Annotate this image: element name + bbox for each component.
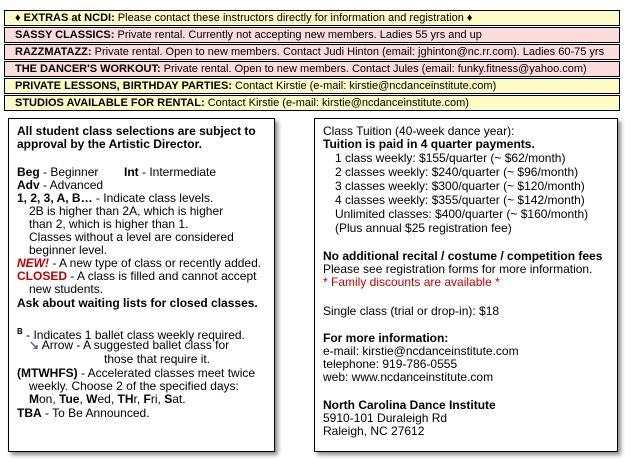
legend-intro-line2: approval by the Artistic Director. <box>17 137 202 151</box>
closed-code: CLOSED <box>17 269 68 283</box>
levels-line3: than 2, which is higher than 1. <box>29 217 189 231</box>
beg-text: - Beginner <box>39 165 99 179</box>
levels-line5: beginner level. <box>29 243 108 257</box>
org-name: North Carolina Dance Institute <box>323 398 496 412</box>
razzmatazz-row <box>4 44 620 60</box>
registration-fee: (Plus annual $25 registration fee) <box>335 221 512 235</box>
tuition-title: Class Tuition (40-week dance year): <box>323 124 515 138</box>
intermediate-line <box>124 166 216 179</box>
diamond-right-icon: ♦ <box>466 12 473 24</box>
arrow-icon: ↘ <box>29 338 40 352</box>
single-class-price: Single class (trial or drop-in): $18 <box>323 304 500 318</box>
private-lessons-label: PRIVATE LESSONS, BIRTHDAY PARTIES: <box>15 80 232 92</box>
tba-code: TBA <box>17 406 42 420</box>
day-mon-key: M <box>29 392 39 406</box>
new-text: - A new type of class or recently added. <box>49 256 262 270</box>
beg-code: Beg <box>17 165 40 179</box>
contact-web: web: www.ncdanceinstitute.com <box>323 370 494 384</box>
arrow-line2: those that require it. <box>104 352 211 366</box>
accel-text: - Accelerated classes meet twice <box>77 366 256 380</box>
address-line1: 5910-101 Duraleigh Rd <box>323 411 448 425</box>
address-line2: Raleigh, NC 27612 <box>323 424 425 438</box>
day-fri-key: F <box>143 392 151 406</box>
day-tue-rest: , <box>79 392 87 406</box>
studios-rental-text: Contact Kirstie (e-mail: kirstie@ncdanceinstitute.com) <box>204 97 469 109</box>
tuition-2-classes: 2 classes weekly: $240/quarter (~ $96/month) <box>335 165 579 179</box>
day-mon-rest: on, <box>39 392 60 406</box>
closed-line2: new students. <box>29 282 104 296</box>
tba-text: - To Be Announced. <box>41 406 150 420</box>
private-lessons-row <box>4 78 620 94</box>
int-code: Int <box>124 165 139 179</box>
sassy-classics-text: Private rental. Currently not accepting new members. Ladies 55 yrs and up <box>114 29 482 41</box>
int-text: - Intermediate <box>138 165 217 179</box>
extras-row <box>4 10 620 26</box>
contact-phone: telephone: 919-786-0555 <box>323 357 458 371</box>
ballet-code: B <box>17 327 23 336</box>
tuition-unlimited: Unlimited classes: $400/quarter (~ $160/month) <box>335 207 589 221</box>
days-line <box>29 393 186 406</box>
tuition-subtitle: Tuition is paid in 4 quarter payments. <box>323 137 535 151</box>
closed-text: - A class is filled and cannot accept <box>67 269 257 283</box>
day-sat-key: S <box>164 392 173 406</box>
day-tue-key: Tue <box>59 392 80 406</box>
accel-code: (MTWHFS) <box>17 366 78 380</box>
levels-line4: Classes without a level are considered <box>29 230 234 244</box>
razzmatazz-label: RAZZMATAZZ: <box>15 46 92 58</box>
levels-line2: 2B is higher than 2A, which is higher <box>29 204 224 218</box>
private-lessons-text: Contact Kirstie (e-mail: kirstie@ncdanceinstitute.com) <box>231 80 497 92</box>
day-sat-rest: at. <box>172 392 186 406</box>
day-thr-key: TH <box>117 392 134 406</box>
day-wed-rest: ed, <box>97 392 118 406</box>
levels-code: 1, 2, 3, A, B… <box>17 191 93 205</box>
waiting-list-line: Ask about waiting lists for closed classes. <box>17 296 258 310</box>
tuition-4-classes: 4 classes weekly: $355/quarter (~ $142/month) <box>335 193 585 207</box>
dancers-workout-row <box>4 61 620 77</box>
diamond-left-icon: ♦ <box>15 12 24 24</box>
tuition-1-class: 1 class weekly: $155/quarter (~ $62/month) <box>335 151 566 165</box>
family-discount-note: * Family discounts are available * <box>323 275 500 289</box>
more-info-heading: For more information: <box>323 331 449 345</box>
levels-text: - Indicate class levels. <box>92 191 214 205</box>
no-additional-fees: No additional recital / costume / competition fees <box>323 249 603 263</box>
day-fri-rest: ri, <box>150 392 165 406</box>
day-thr-rest: r, <box>133 392 144 406</box>
class-legend-box <box>8 118 275 452</box>
sassy-classics-row <box>4 27 620 43</box>
extras-text: Please contact these instructors directly for information and registration <box>114 12 467 24</box>
studios-rental-label: STUDIOS AVAILABLE FOR RENTAL: <box>15 97 205 109</box>
studios-rental-row <box>4 95 620 111</box>
dancers-workout-label: THE DANCER'S WORKOUT: <box>15 63 161 75</box>
ballet-text: - Indicates 1 ballet class weekly required. <box>22 328 245 342</box>
day-wed-key: W <box>86 392 98 406</box>
registration-forms-note: Please see registration forms for more information. <box>323 262 593 276</box>
razzmatazz-text: Private rental. Open to new members. Contact Judi Hinton (email: jghinton@nc.rr.com). Ladies 60-75 yrs <box>91 46 605 58</box>
new-code: NEW! <box>17 256 49 270</box>
tba-line <box>17 407 150 420</box>
adv-code: Adv <box>17 178 40 192</box>
sassy-classics-label: SASSY CLASSICS: <box>15 29 115 41</box>
adv-text: - Advanced <box>39 178 104 192</box>
legend-intro-line1: All student class selections are subject to <box>17 124 256 138</box>
arrow-line <box>29 339 229 352</box>
arrow-text: Arrow - A suggested ballet class for <box>39 338 230 352</box>
tuition-3-classes: 3 classes weekly: $300/quarter (~ $120/month) <box>335 179 585 193</box>
tuition-box <box>314 118 618 452</box>
contact-email: e-mail: kirstie@ncdanceinstitute.com <box>323 344 519 358</box>
dancers-workout-text: Private rental. Open to new members. Contact Jules (email: funky.fitness@yahoo.com) <box>160 63 587 75</box>
extras-label: EXTRAS at NCDI: <box>23 12 115 24</box>
accelerated-line2: weekly. Choose 2 of the specified days: <box>29 379 239 393</box>
